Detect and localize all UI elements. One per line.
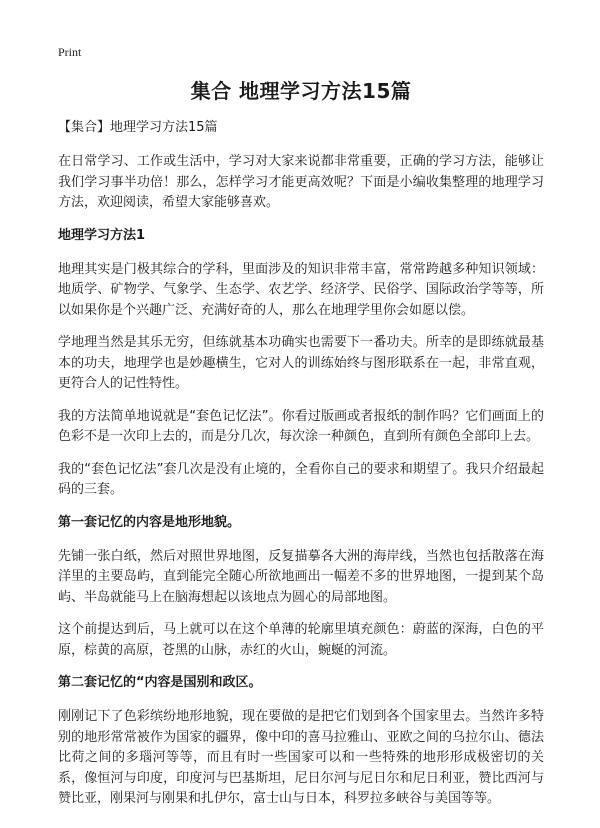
intro-paragraph: 在日常学习、工作或生活中，学习对大家来说都非常重要，正确的学习方法，能够让我们学习事半功倍！那么，怎样学习才能更高效呢？下面是小编收集整理的地理学习方法，欢迎阅读，希望大家能够喜欢。: [58, 154, 544, 210]
paragraph-6: 这个前提达到后，马上就可以在这个单薄的轮廓里填充颜色：蔚蓝的深海，白色的平原，棕黄的高原，苍黑的山脉，赤红的火山，蜿蜒的河流。: [58, 622, 544, 658]
print-label[interactable]: Print: [58, 45, 82, 59]
paragraph-7: 刚刚记下了色彩缤纷地形地貌，现在要做的是把它们划到各个国家里去。当然许多特别的地形常常被作为国家的疆界，像中印的喜马拉雅山、亚欧之间的乌拉尔山、德法比荷之间的多瑙河等等，而且有时一些国家可以和一些特殊的地形形成极密切的关系，像恒河与印度，印度河与巴基斯坦，尼日尔河与尼日尔和尼日利亚，赞比西河与赞比亚，刚果河与刚果和扎伊尔，富士山与日本，科罗拉多峡谷与美国等等。: [58, 709, 544, 806]
section-heading-second-set: 第二套记忆的“内容是国别和政区。: [58, 675, 262, 690]
section-heading-first-set: 第一套记忆的内容是地形地貌。: [58, 514, 241, 530]
paragraph-1: 地理其实是门极其综合的学科，里面涉及的知识非常丰富，常常跨越多种知识领域：地质学、矿物学、气象学、生态学、农艺学、经济学、民俗学、国际政治学等等，所以如果你是个兴趣广泛、充满好奇的人，那么在地理学里你会如愿以偿。: [58, 261, 544, 318]
page-title: 集合 地理学习方法15篇: [190, 79, 412, 103]
paragraph-5: 先铺一张白纸，然后对照世界地图，反复描摹各大洲的海岸线，当然也包括散落在海洋里的主要岛屿，直到能完全随心所欲地画出一幅差不多的世界地图，一提到某个岛屿、半岛就能马上在脑海想起以该地点为圆心的局部地图。: [58, 548, 544, 605]
section-heading-method-1: 地理学习方法1: [58, 227, 146, 243]
paragraph-3: 我的方法简单地说就是“套色记忆法”。你看过版画或者报纸的制作吗？它们画面上的色彩不是一次印上去的，而是分几次，每次涂一种颜色，直到所有颜色全部印上去。: [58, 408, 544, 444]
document-subtitle: 【集合】地理学习方法15篇: [58, 120, 218, 135]
paragraph-2: 学地理当然是其乐无穷，但练就基本功确实也需要下一番功夫。所幸的是即练就最基本的功夫，地理学也是妙趣横生，它对人的训练始终与图形联系在一起，非常直观，更符合人的记性特性。: [58, 335, 544, 391]
paragraph-4: 我的“套色记忆法”套几次是没有止境的，全看你自己的要求和期望了。我只介绍最起码的三套。: [58, 461, 544, 497]
